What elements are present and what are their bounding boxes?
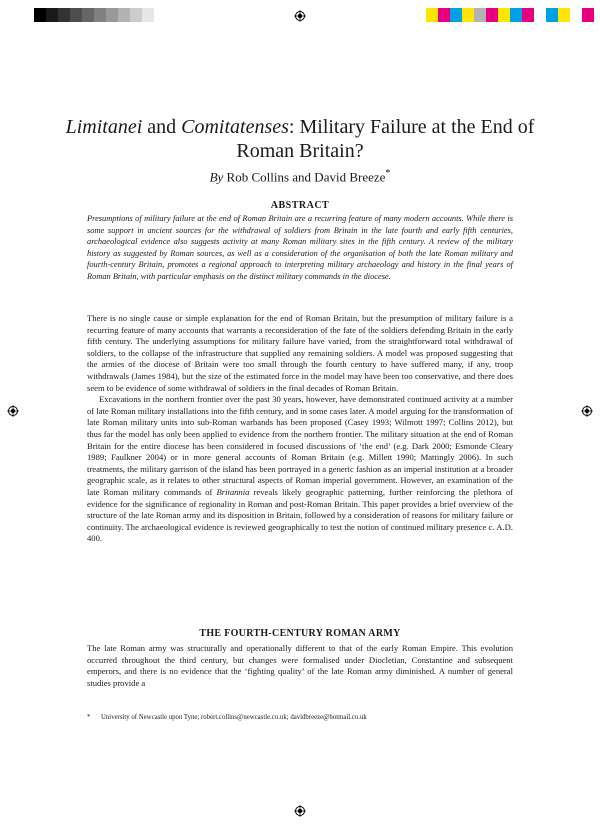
colour-swatch <box>522 8 534 22</box>
p2-part-a: Excavations in the northern frontier over the past 30 years, however, have demonstrated continued activity at a number of late Roman military installations into the fifth century, and in some cases later. A model arguing for the transformation of late Roman military units into sub-Roman warbands has been proposed (Casey 1993; Wilmott 1997; Collins 2012), but thus far the model has only been applied to evidence from the northern frontier. The military situation at the end of Roman Britain for the entire diocese has been considered in focused discussions of ‘the end’ (e.g. Dark 2000; Esmonde Cleary 1989; Faulkner 2004) or in more general accounts of Roman Britain (e.g. Millett 1990; Mattingly 2006). In such treatments, the military garrison of the island has been portrayed in a generic fashion as an imperial institution at a broader geographic scale, as it relates to other structural aspects of Roman imperial government. However, an examination of the late Roman military commands of <box>87 394 513 497</box>
colour-swatch <box>498 8 510 22</box>
left-registration-mark-icon <box>7 405 19 417</box>
author-footnote-mark: * <box>385 168 391 179</box>
p2-part-b: reveals likely geographic patterning, further reinforcing the plethora of evidence for the significance of regionality in Roman and post-Roman Britain. This paper provides a brief overview of the structure of the late Roman army and its disposition in Britain, followed by a consideration of reasons for military failure or continuity. The archaeological evidence is reviewed geographically to test the notion of continued military presence <box>87 486 513 532</box>
footnote-mark: * <box>87 714 91 721</box>
article-title <box>60 115 540 163</box>
colour-swatch <box>438 8 450 22</box>
title-limitanei: Limitanei <box>65 116 143 138</box>
p2-circa: c. <box>488 521 495 532</box>
body-text <box>87 313 513 545</box>
title-comitatenses: Comitatenses <box>181 116 289 138</box>
section-paragraph: The late Roman army was structurally and operationally different to that of the early Roman Empire. This evolution occurred throughout the third century, but changes were formalised under Diocletian, Constantine and subsequent emperors, and there is no evidence that the ‘fighting quality’ of the late Roman army diminished. A number of general studies provide a <box>87 643 513 688</box>
grey-swatch <box>34 8 46 22</box>
abstract-heading: ABSTRACT <box>270 200 330 211</box>
colour-swatch <box>546 8 558 22</box>
grey-swatch <box>46 8 58 22</box>
cmyk-colour-bar <box>426 8 594 22</box>
title-rest: : Military Failure at the End of Roman Britain? <box>236 116 535 162</box>
p2-britannia: Britannia <box>216 486 250 497</box>
grey-swatch <box>82 8 94 22</box>
grey-swatch <box>70 8 82 22</box>
colour-swatch <box>534 8 546 22</box>
abstract-text: Presumptions of military failure at the end of Roman Britain are a recurring feature of many modern accounts. While there is some support in ancient sources for the withdrawal of soldiers from Britain in the late fourth and early fifth centuries, archaeological evidence also suggests activity at many Roman military sites in the fifth century. A review of the military history as suggested by Roman sources, as well as a consideration of the organisation of both the late Roman military and fourth-century Britain, promotes a regional approach to interpreting military archaeology and history in the final years of Roman Britain, with particular emphasis on the distinct military commands in the diocese. <box>87 214 513 281</box>
colour-swatch <box>450 8 462 22</box>
title-and: and <box>142 116 182 138</box>
by-label: By <box>209 169 224 185</box>
colour-swatch <box>582 8 594 22</box>
colour-swatch <box>486 8 498 22</box>
grey-swatch <box>118 8 130 22</box>
grey-swatch <box>142 8 154 22</box>
grey-swatch <box>58 8 70 22</box>
colour-swatch <box>510 8 522 22</box>
body-paragraph-1: There is no single cause or simple explanation for the end of Roman Britain, but the presumption of military failure is a recurring feature of many accounts that warrants a reconsideration of the fate of the soldiers defending Britain in the early fifth century. The underlying assumptions for military failure have varied, from the straightforward total withdrawal of soldiers, to the collapse of the infrastructure that supplied any remaining soldiers. A model was proposed suggesting that the armies of the diocese of Britain were too small through the fourth century to have suffered many, if any, troop withdrawals (James 1984), but the size of the estimated force in the model may have been too conservative, and there does seem to be evidence of some withdrawal of soldiers in the final decades of Roman Britain. <box>87 313 513 393</box>
colour-swatch <box>462 8 474 22</box>
colour-swatch <box>474 8 486 22</box>
body-paragraph-2 <box>87 394 513 545</box>
section-heading: THE FOURTH-CENTURY ROMAN ARMY <box>199 628 401 639</box>
colour-swatch <box>570 8 582 22</box>
colour-swatch <box>426 8 438 22</box>
footnote-text: University of Newcastle upon Tyne; robert.collins@newcastle.co.uk; davidbreeze@hotmail.co.uk <box>101 714 367 721</box>
footnote <box>87 713 513 722</box>
greyscale-colour-bar <box>34 8 154 22</box>
grey-swatch <box>94 8 106 22</box>
grey-swatch <box>106 8 118 22</box>
author-line <box>60 168 540 185</box>
right-registration-mark-icon <box>581 405 593 417</box>
bottom-registration-mark-icon <box>294 805 306 817</box>
author-names: Rob Collins and David Breeze <box>223 169 386 185</box>
colour-swatch <box>558 8 570 22</box>
grey-swatch <box>130 8 142 22</box>
top-registration-mark-icon <box>294 10 306 22</box>
p2-date: A.D. 400. <box>87 521 513 544</box>
